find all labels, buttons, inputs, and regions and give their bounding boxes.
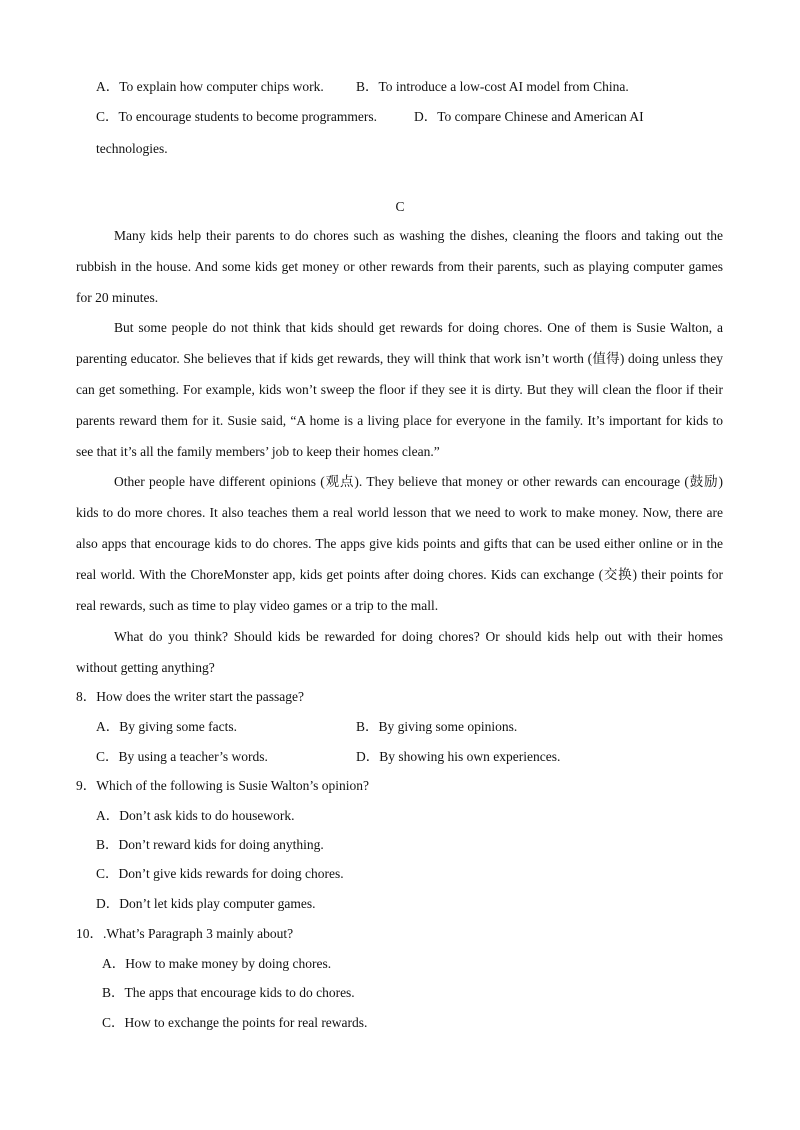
passage-paragraph-3: Other people have different opinions (观点). They believe that money or other rewards can encourage (鼓励) kids to do more chores. It also teaches them a real world lesson that we need to work to make money. Now, there are also apps that encourage kids to do chores. The apps give kids points and gifts that can be used either online or in the real world. With the ChoreMonster app, kids get points after doing chores. Kids can exchange (交换) their points for real rewards, such as time to play video games or a trip to the mall. — [76, 474, 723, 613]
question-10-stem: 10．.What’s Paragraph 3 mainly about? — [76, 926, 294, 941]
question-9-option-d: D．Don’t let kids play computer games. — [96, 896, 316, 911]
question-9-option-b: B．Don’t reward kids for doing anything. — [96, 837, 324, 852]
passage-paragraph-4: What do you think? Should kids be rewarded for doing chores? Or should kids help out with their homes without getting anything? — [76, 629, 723, 675]
question-8-option-d: D．By showing his own experiences. — [356, 749, 561, 764]
passage-paragraph-1: Many kids help their parents to do chores such as washing the dishes, cleaning the floors and taking out the rubbish in the house. And some kids get money or other rewards from their parents, such as playing computer games for 20 minutes. — [76, 228, 723, 305]
question-9-stem: 9．Which of the following is Susie Walton’s opinion? — [76, 778, 370, 793]
prev-option-d: D．To compare Chinese and American AI — [414, 109, 644, 124]
question-10-option-a: A．How to make money by doing chores. — [102, 956, 332, 971]
passage-paragraph-2: But some people do not think that kids should get rewards for doing chores. One of them is Susie Walton, a parenting educator. She believes that if kids get rewards, they will think that work isn’t worth (值得) doing unless they can get something. For example, kids won’t sweep the floor if they see it is dirty. But they will clean the floor if their parents reward them for it. Susie said, “A home is a living place for everyone in the family. It’s important for kids to see that it’s all the family members’ job to keep their homes clean.” — [76, 320, 723, 459]
prev-option-c: C．To encourage students to become programmers. — [96, 109, 377, 124]
prev-option-a: A．To explain how computer chips work. — [96, 79, 324, 94]
question-8-stem: 8．How does the writer start the passage? — [76, 689, 304, 704]
section-label: C — [395, 199, 405, 214]
question-8-option-c: C．By using a teacher’s words. — [96, 749, 268, 764]
question-10-option-c: C．How to exchange the points for real rewards. — [102, 1015, 368, 1030]
question-9-option-c: C．Don’t give kids rewards for doing chores. — [96, 866, 344, 881]
question-9-option-a: A．Don’t ask kids to do housework. — [96, 808, 295, 823]
question-8-option-b: B．By giving some opinions. — [356, 719, 518, 734]
question-8-option-a: A．By giving some facts. — [96, 719, 237, 734]
prev-option-b: B．To introduce a low-cost AI model from China. — [356, 79, 629, 94]
prev-option-d-continued: technologies. — [96, 141, 168, 156]
question-10-option-b: B．The apps that encourage kids to do chores. — [102, 985, 355, 1000]
